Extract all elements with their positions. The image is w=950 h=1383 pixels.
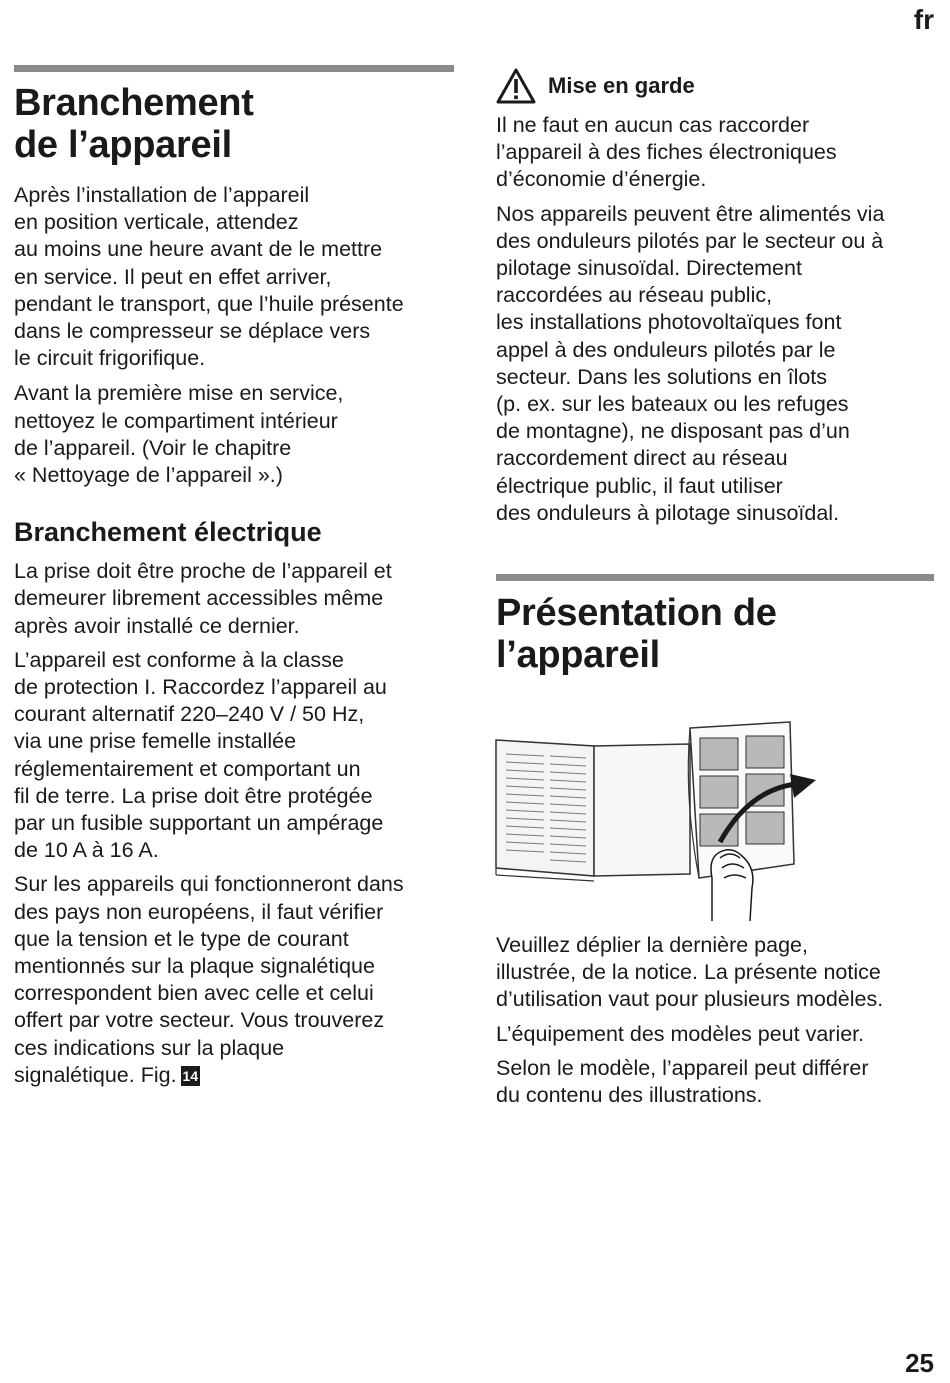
language-code: fr bbox=[913, 4, 934, 35]
paragraph-socket: La prise doit être proche de l’appareil et demeurer librement accessibles même après avoir installé ce dernier. bbox=[14, 559, 392, 638]
section-rule-right bbox=[496, 574, 934, 581]
non-eu-text: Sur les appareils qui fonctionneront dans des pays non européens, il faut vérifier que la tension et le type de courant mentionnés sur la plaque signalétique correspondent bien avec celle et celui offert par votre secteur. Vous trouverez ces indications sur la plaque signalétique. Fig. bbox=[14, 872, 404, 1087]
paragraph-first-use: Avant la première mise en service, nettoyez le compartiment intérieur de l’appareil. (Voir le chapitre « Nettoyage de l’appareil ».) bbox=[14, 381, 344, 488]
warning-triangle-icon bbox=[496, 68, 536, 104]
paragraph-protection-class: L’appareil est conforme à la classe de protection I. Raccordez l’appareil au courant alternatif 220–240 V / 50 Hz, via une prise femelle installée réglementairement et comportant un fil de terre. La prise doit être protégée par un fusible supportant un ampérage de 10 A à 16 A. bbox=[14, 647, 387, 863]
warning-heading bbox=[496, 68, 936, 104]
page-number: 25 bbox=[905, 1348, 934, 1378]
warning-paragraph-2: Nos appareils peuvent être alimentés via des onduleurs pilotés par le secteur ou à pilotage sinusoïdal. Directement raccordées au réseau public, les installations photovoltaïques font appel à des onduleurs pilotés par le secteur. Dans les solutions en îlots (p. ex. sur les bateaux ou les refuges de montagne), ne disposant pas d’un raccordement direct au réseau électrique public, il faut utiliser des onduleurs à pilotage sinusoïdal. bbox=[496, 201, 885, 525]
heading-presentation: Présentation de l’appareil bbox=[496, 592, 777, 676]
warning-title: Mise en garde bbox=[548, 73, 695, 98]
heading-electrical: Branchement électrique bbox=[14, 517, 322, 548]
section-rule-left bbox=[14, 65, 454, 72]
unfold-page-illustration bbox=[494, 718, 824, 923]
paragraph-installation: Après l’installation de l’appareil en position verticale, attendez au moins une heure avant de le mettre en service. Il peut en effet arriver, pendant le transport, que l’huile présente dans le compresseur se déplace vers le circuit frigorifique. bbox=[14, 183, 404, 371]
presentation-paragraph-3: Selon le modèle, l’appareil peut différer du contenu des illustrations. bbox=[496, 1055, 869, 1108]
heading-branchement: Branchement de l’appareil bbox=[14, 82, 254, 166]
paragraph-non-eu bbox=[14, 871, 454, 1089]
hand-drawing bbox=[711, 850, 753, 921]
presentation-paragraph-1: Veuillez déplier la dernière page, illustrée, de la notice. La présente notice d’utilisation vaut pour plusieurs modèles. bbox=[496, 933, 884, 1012]
figure-reference-badge: 14 bbox=[182, 1067, 199, 1084]
warning-paragraph-1: Il ne faut en aucun cas raccorder l’appareil à des fiches électroniques d’économie d’énergie. bbox=[496, 113, 837, 192]
presentation-paragraph-2: L’équipement des modèles peut varier. bbox=[496, 1021, 865, 1046]
